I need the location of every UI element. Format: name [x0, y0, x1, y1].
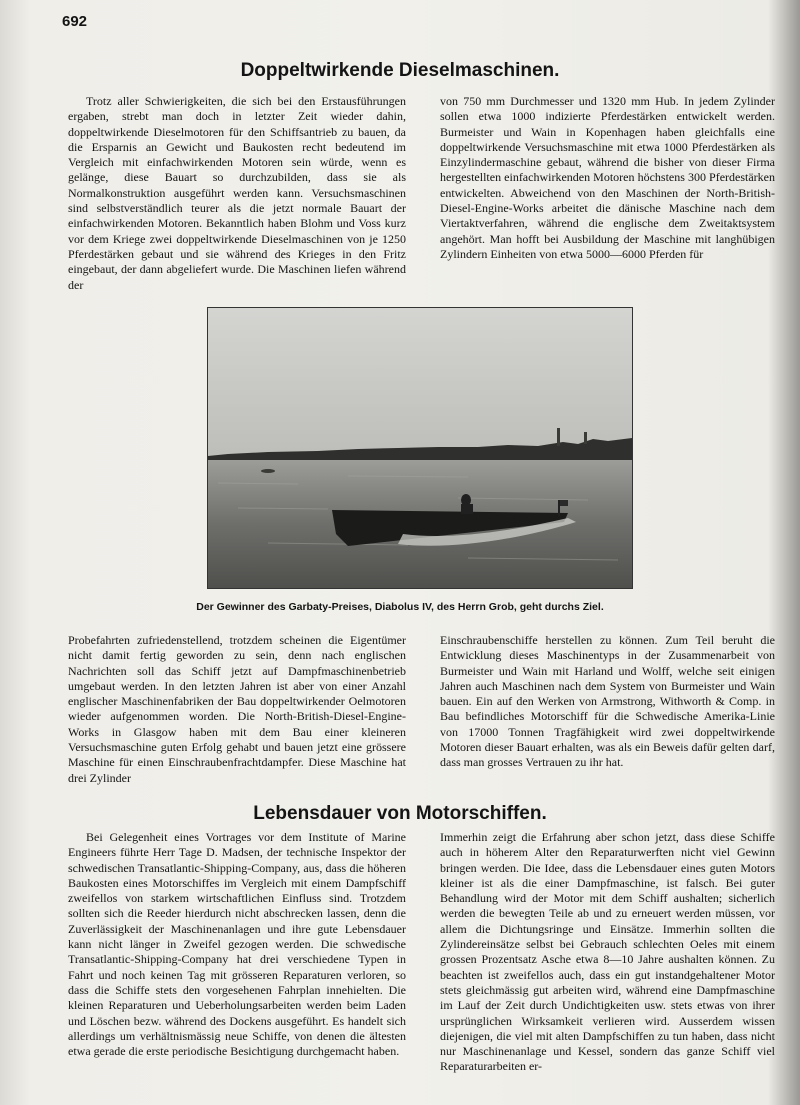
- article1-column-right-bottom: [440, 633, 775, 771]
- article1-paragraph: von 750 mm Durchmesser und 1320 mm Hub. In jedem Zylinder sollen etwa 1000 indizierte Pferdestärken entwickelt werden. Burmeister und Wain in Kopenhagen haben gleichfalls eine doppeltwirkende Versuchsmaschine mit etwa 1000 Pferdestärken als Einzylindermaschine gebaut, während die bisher von dieser Firma hergestellten einfachwirkenden Motoren höchstens 300 Pferdestärken entwickelten. Abweichend von den Maschinen der North-British-Diesel-Engine-Works arbeitet die dänische Maschine nach dem Viertaktverfahren, während die englische dem Zweitaktsystem angehört. Man hofft bei Ausbildung der Maschine mit langhübigen Zylindern Einheiten von etwa 5000—6000 Pferden für: [440, 94, 775, 261]
- flag: [560, 500, 568, 506]
- article2-paragraph: Bei Gelegenheit eines Vortrages vor dem Institute of Marine Engineers führte Herr Tage D. Madsen, der technische Inspektor der schwedischen Transatlantic-Shipping-Company, aus, dass die höheren Baukosten eines Motorschiffes im Vergleich mit einem Dampfschiff zweifellos von starkem wirtschaftlichen Einfluss sind. Trotzdem sollten sich die Reeder hierdurch nicht abschrecken lassen, denn die Zuverlässigkeit der Maschinenanlagen und ihre gute Lebensdauer kann nicht länger in Zweifel gezogen werden. Die schwedische Transatlantic-Shipping-Company hat drei verschiedene Typen in Fahrt und noch keinen Tag mit grösseren Reparaturen verloren, so dass die Schiffe stets den vorgesehenen Fahrplan innehielten. Die kleinen Reparaturen und Ueberholungsarbeiten werden beim Laden und Löschen bezw. während des Dockens ausgeführt. Es handelt sich allerdings um verhältnismässig neue Schiffe, von denen die ältesten etwa gerade die erste periodische Besichtigung durchgemacht haben.: [68, 830, 406, 1059]
- article2-column-right: [440, 830, 775, 1075]
- article-title-motorschiffe: Lebensdauer von Motorschiffen.: [253, 803, 547, 824]
- figure-caption: Der Gewinner des Garbaty-Preises, Diabolus IV, des Herrn Grob, geht durchs Ziel.: [196, 601, 604, 613]
- flag-pole: [558, 500, 560, 516]
- article1-column-left-top: [68, 94, 406, 293]
- boat-race-photo: [207, 307, 633, 589]
- article-title-diesel: Doppeltwirkende Dieselmaschinen.: [240, 60, 560, 81]
- boat-photo-graphic: [208, 308, 632, 588]
- article1-paragraph: Probefahrten zufriedenstellend, trotzdem scheinen die Eigentümer nicht damit fertig geworden zu sein, denn nach englischen Nachrichten soll das Schiff jetzt auf Dampfmaschinenbetrieb umgebaut werden. In den letzten Jahren ist aber von einer Anzahl englischer Maschinenfabriken der Bau doppeltwirkender Oelmotoren wieder aufgenommen worden. Die North-British-Diesel-Engine-Works in Glasgow haben mit dem Bau einer kleineren Versuchsmaschine guten Erfolg gehabt und bauen jetzt eine grössere Maschine für einen Einschraubenfrachtdampfer. Diese Maschine hat drei Zylinder: [68, 633, 406, 785]
- article1-paragraph: Einschraubenschiffe herstellen zu können. Zum Teil beruht die Entwicklung dieses Maschinentyps in der Zusammenarbeit von Burmeister und Wain mit Harland und Wolff, welche seit einigen Jahren auch Maschinen nach dem System von Burmeister und Wain bauen. Ein auf den Werken von Armstrong, Withworth & Comp. in Bau befindliches Motorschiff für die Schwedische Amerika-Linie von 17000 Tonnen Tragfähigkeit wird zwei doppeltwirkende Motoren dieser Bauart erhalten, was als ein Beweis dafür gelten darf, dass man grosses Vertrauen zu ihr hat.: [440, 633, 775, 770]
- article2-column-left: [68, 830, 406, 1059]
- page-number: 692: [62, 13, 88, 30]
- article1-column-right-top: [440, 94, 775, 262]
- distant-boat: [261, 469, 275, 473]
- chimney: [584, 432, 587, 444]
- chimney: [557, 428, 560, 446]
- sky: [208, 308, 632, 458]
- article2-paragraph: Immerhin zeigt die Erfahrung aber schon jetzt, dass diese Schiffe auch in höherem Alter den Reparaturwerften nicht viel Gewinn bringen werden. Die Idee, dass die Lebensdauer eines guten Motors kleiner ist als die einer Dampfmaschine, ist falsch. Bei guter Behandlung wird der Motor mit dem Schiff aushalten; sicherlich werden die bewegten Teile ab und zu erneuert werden müssen, vor allem die Dichtungsringe und Einsätze. Immerhin sollten die Zylindereinsätze selbst bei Gebrauch schlechten Oeles mit einem grossen Prozentsatz Asche etwa 8—10 Jahre aushalten können. Zu beachten ist zweifellos auch, dass ein gut instandgehaltener Motor stets gleichmässig gut arbeiten wird, während eine Dampfmaschine im Lauf der Zeit durch Undichtigkeiten usw. stets etwas von ihrer ursprünglichen Wirksamkeit verlieren wird. Ausserdem wissen diejenigen, die viel mit alten Dampfschiffen zu tun haben, dass nicht nur Maschinenanlage und Kessel, sondern das ganze Schiff viel Reparaturarbeiten er-: [440, 830, 775, 1074]
- article1-column-left-bottom: [68, 633, 406, 786]
- article1-paragraph: Trotz aller Schwierigkeiten, die sich bei den Erstausführungen ergaben, strebt man doch in letzter Zeit wieder dahin, doppeltwirkende Dieselmotoren für den Schiffsantrieb zu bauen, da die Ersparnis an Gewicht und Baukosten recht bedeutend im Vergleich mit einfachwirkenden Motoren sein würde, wenn es gelänge, diese Bauart so durchzubilden, dass sie als Normalkonstruktion ausgeführt werden kann. Versuchsmaschinen sind selbstverständlich teurer als die jetzt normale Bauart der einfachwirkenden Motoren. Bekanntlich haben Blohm und Voss kurz vor dem Kriege zwei doppeltwirkende Dieselmaschinen von je 1250 Pferdestärken gebaut und sie während des Krieges in den Fritz eingebaut, der dann abgeliefert wurde. Die Maschinen liefen während der: [68, 94, 406, 292]
- driver-figure: [461, 504, 473, 514]
